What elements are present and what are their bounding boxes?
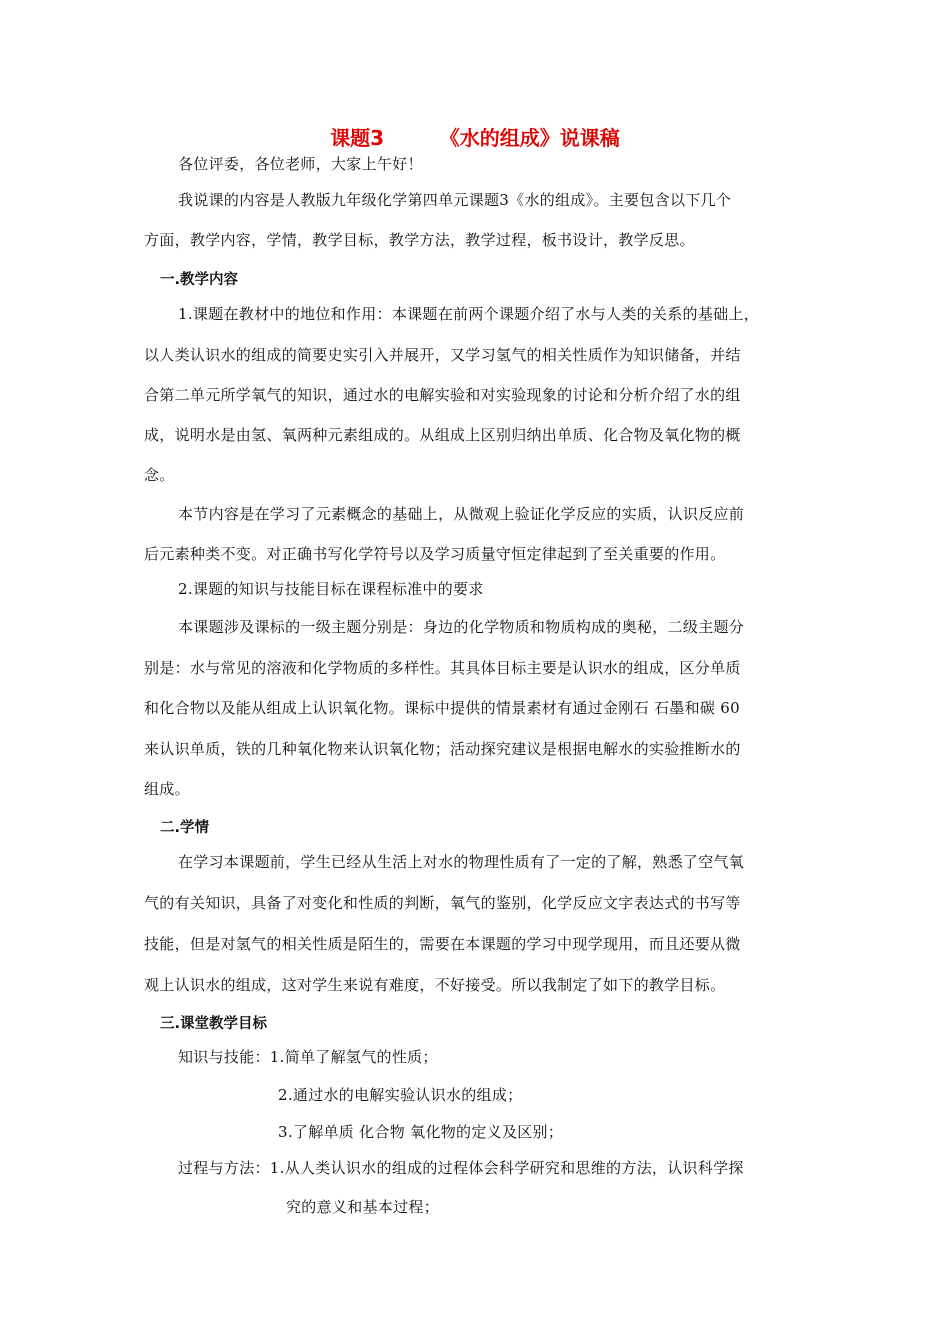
paragraph-line: 在学习本课题前，学生已经从生活上对水的物理性质有了一定的了解，熟悉了空气氧 bbox=[178, 853, 745, 871]
paragraph-line: 本节内容是在学习了元素概念的基础上，从微观上验证化学反应的实质，认识反应前 bbox=[178, 505, 745, 523]
greeting-line: 各位评委，各位老师，大家上午好！ bbox=[178, 155, 423, 173]
paragraph-line: 以人类认识水的组成的简要史实引入并展开，又学习氢气的相关性质作为知识储备，并结 bbox=[144, 346, 741, 364]
paragraph-line: 观上认识水的组成，这对学生来说有难度，不好接受。所以我制定了如下的教学目标。 bbox=[144, 976, 726, 994]
section-heading-objectives: 三.课堂教学目标 bbox=[160, 1016, 268, 1032]
paragraph-line: 本课题涉及课标的一级主题分别是：身边的化学物质和物质构成的奥秘，二级主题分 bbox=[178, 618, 745, 636]
paragraph-line: 念。 bbox=[144, 466, 175, 484]
intro-line: 方面，教学内容，学情，教学目标，教学方法，教学过程，板书设计，教学反思。 bbox=[144, 231, 695, 249]
paragraph-line: 后元素种类不变。对正确书写化学符号以及学习质量守恒定律起到了至关重要的作用。 bbox=[144, 545, 726, 563]
objective-line: 2.通过水的电解实验认识水的组成； bbox=[278, 1086, 523, 1104]
intro-line: 我说课的内容是人教版九年级化学第四单元课题3《水的组成》。主要包含以下几个 bbox=[178, 191, 732, 209]
paragraph-line: 和化合物以及能从组成上认识氧化物。课标中提供的情景素材有通过金刚石 石墨和碳 60 bbox=[144, 699, 740, 717]
paragraph-line: 合第二单元所学氧气的知识，通过水的电解实验和对实验现象的讨论和分析介绍了水的组 bbox=[144, 386, 741, 404]
paragraph-line: 成，说明水是由氢、氧两种元素组成的。从组成上区别归纳出单质、化合物及氧化物的概 bbox=[144, 426, 741, 444]
objective-line: 知识与技能：1.简单了解氢气的性质； bbox=[178, 1048, 438, 1066]
section-heading-content: 一.教学内容 bbox=[160, 272, 239, 288]
paragraph-line: 来认识单质，铁的几种氧化物来认识氧化物；活动探究建议是根据电解水的实验推断水的 bbox=[144, 740, 741, 758]
objective-line: 3.了解单质 化合物 氧化物的定义及区别； bbox=[278, 1123, 564, 1141]
objective-line: 究的意义和基本过程； bbox=[286, 1198, 440, 1216]
paragraph-line: 组成。 bbox=[144, 780, 190, 798]
paragraph-line: 气的有关知识，具备了对变化和性质的判断，氧气的鉴别，化学反应文字表达式的书写等 bbox=[144, 894, 741, 912]
section-heading-learners: 二.学情 bbox=[160, 820, 210, 836]
objective-line: 过程与方法：1.从人类认识水的组成的过程体会科学研究和思维的方法，认识科学探 bbox=[178, 1159, 744, 1177]
paragraph-line: 别是：水与常见的溶液和化学物质的多样性。其具体目标主要是认识水的组成，区分单质 bbox=[144, 659, 741, 677]
paragraph-line: 2.课题的知识与技能目标在课程标准中的要求 bbox=[178, 580, 484, 598]
paragraph-line: 1.课题在教材中的地位和作用：本课题在前两个课题介绍了水与人类的关系的基础上， bbox=[178, 305, 760, 323]
document-title: 课题3 《水的组成》说课稿 bbox=[330, 126, 620, 150]
paragraph-line: 技能，但是对氢气的相关性质是陌生的，需要在本课题的学习中现学现用，而且还要从微 bbox=[144, 935, 741, 953]
